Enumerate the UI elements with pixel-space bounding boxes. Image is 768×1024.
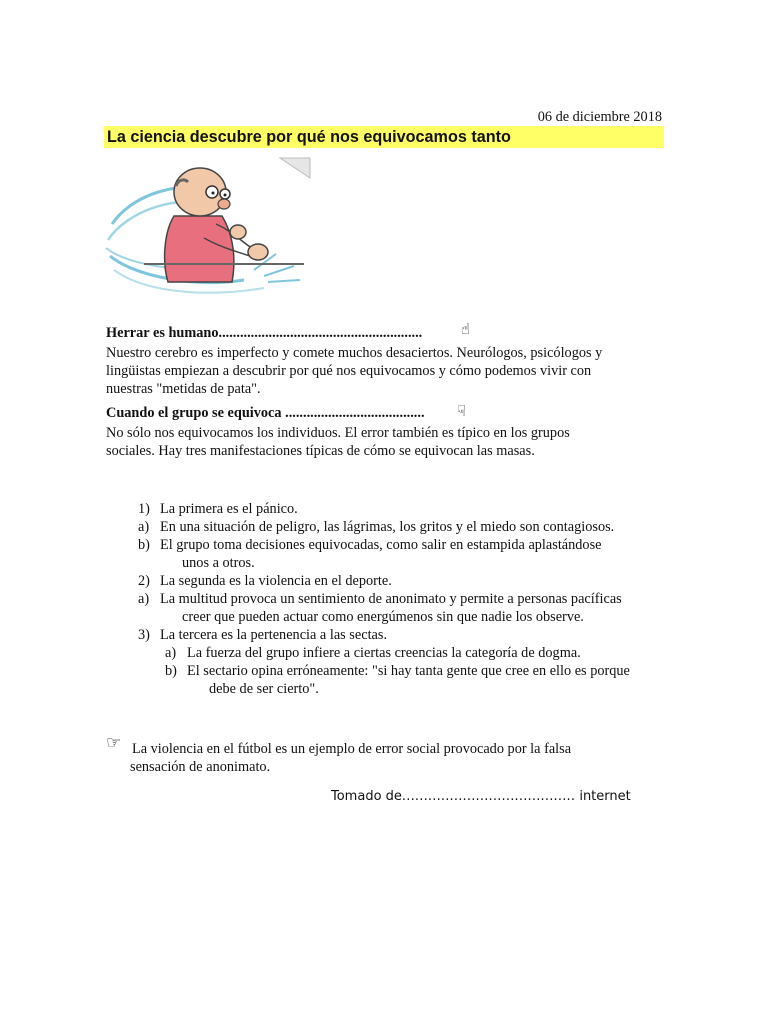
list-marker: a) (165, 645, 177, 661)
source-credit (331, 788, 631, 806)
list-marker: b) (138, 537, 150, 553)
source-credit-prefix: Tomado de (331, 789, 402, 804)
list-item: La tercera es la pertenencia a las sectas. (160, 627, 388, 643)
document-title-banner (104, 126, 664, 148)
thumbs-up-icon: ☝ (461, 320, 471, 338)
list-marker: 1) (138, 501, 150, 517)
pointing-hand-icon: ☞ (106, 733, 122, 753)
list-item: La multitud provoca un sentimiento de anonimato y permite a personas pacíficas (160, 591, 622, 607)
list-item: La primera es el pánico. (160, 501, 298, 517)
list-item: unos a otros. (182, 555, 255, 571)
list-marker: a) (138, 519, 150, 535)
thumbs-down-icon: ☟ (457, 402, 467, 420)
list-item: En una situación de peligro, las lágrimas, los gritos y el miedo son contagiosos. (160, 519, 615, 535)
list-marker: a) (138, 591, 150, 607)
document-title: La ciencia descubre por qué nos equivocamos tanto (107, 128, 511, 146)
list-item: La fuerza del grupo infiere a ciertas creencias la categoría de dogma. (187, 645, 581, 661)
source-credit-suffix: internet (575, 789, 631, 804)
list-item: debe de ser cierto". (209, 681, 319, 697)
list-marker: 3) (138, 627, 150, 643)
document-date: 06 de diciembre 2018 (537, 109, 662, 125)
section-heading-herrar: Herrar es humano......................................................... (106, 325, 423, 341)
note-line-1: La violencia en el fútbol es un ejemplo de error social provocado por la falsa (132, 741, 572, 757)
section1-line-1: Nuestro cerebro es imperfecto y comete muchos desaciertos. Neurólogos, psicólogos y (106, 345, 603, 361)
list-item: creer que pueden actuar como energúmenos sin que nadie los observe. (182, 609, 584, 625)
list-item: El sectario opina erróneamente: "si hay tanta gente que cree en ello es porque (187, 663, 630, 679)
note-line-2: sensación de anonimato. (130, 759, 271, 775)
source-credit-dots: ........................................ (401, 789, 576, 804)
list-marker: b) (165, 663, 177, 679)
section1-line-2: lingüistas empiezan a descubrir por qué nos equivocamos y cómo podemos vivir con (106, 363, 592, 379)
list-marker: 2) (138, 573, 150, 589)
section2-line-2: sociales. Hay tres manifestaciones típicas de cómo se equivocan las masas. (106, 443, 535, 459)
section1-line-3: nuestras "metidas de pata". (106, 381, 261, 397)
section-heading-grupo: Cuando el grupo se equivoca ....................................... (106, 405, 425, 421)
section2-line-1: No sólo nos equivocamos los individuos. El error también es típico en los grupos (106, 425, 570, 441)
list-item: La segunda es la violencia en el deporte. (160, 573, 392, 589)
cartoon-man-illustration (104, 152, 314, 298)
list-item: El grupo toma decisiones equivocadas, como salir en estampida aplastándose (160, 537, 602, 553)
